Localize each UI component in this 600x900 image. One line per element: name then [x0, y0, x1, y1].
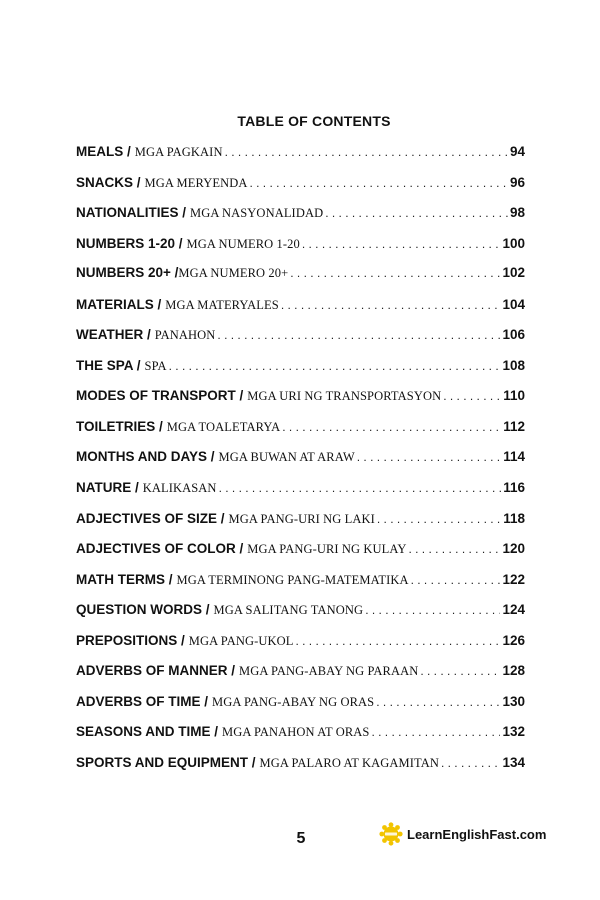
- sun-badge-icon: [379, 822, 403, 846]
- entry-page: 102: [502, 265, 525, 281]
- entry-tagalog: MGA SALITANG TANONG: [213, 603, 364, 618]
- entry-page: 94: [509, 144, 525, 159]
- toc-entry: [76, 632, 525, 663]
- entry-page: 96: [509, 174, 525, 190]
- entry-tagalog: MGA NASYONALIDAD: [190, 206, 324, 221]
- toc-entry: [76, 448, 525, 479]
- entry-tagalog: MGA PANG-URI NG LAKI: [228, 511, 375, 526]
- entry-english: THE SPA /: [76, 357, 141, 373]
- entry-english: ADVERBS OF MANNER /: [76, 663, 236, 679]
- entry-english: QUESTION WORDS /: [76, 602, 210, 618]
- entry-english: WEATHER /: [76, 327, 151, 343]
- brand-logo: [379, 822, 546, 846]
- entry-page: 122: [502, 571, 525, 587]
- entry-english: SEASONS AND TIME /: [76, 724, 219, 740]
- dot-leader: [325, 206, 508, 220]
- brand-name: LearnEnglishFast.com: [407, 826, 547, 842]
- toc-list: [76, 143, 525, 784]
- dot-leader: [420, 664, 500, 678]
- toc-entry: [76, 174, 525, 205]
- toc-entry: [76, 601, 525, 632]
- entry-page: 114: [503, 449, 525, 465]
- toc-entry: [76, 571, 525, 602]
- entry-english: ADVERBS OF TIME /: [76, 693, 209, 709]
- dot-leader: [441, 756, 501, 770]
- entry-tagalog: MGA NUMERO 1-20: [186, 236, 300, 251]
- toc-entry: [76, 326, 525, 357]
- dot-leader: [219, 481, 502, 495]
- dot-leader: [443, 389, 501, 403]
- entry-page: 124: [502, 602, 525, 618]
- entry-page: 106: [502, 327, 525, 343]
- entry-english: NATURE /: [76, 480, 139, 496]
- entry-tagalog: MGA TERMINONG PANG-MATEMATIKA: [176, 572, 409, 587]
- entry-page: 128: [502, 663, 525, 679]
- entry-tagalog: MGA PANG-UKOL: [188, 633, 294, 648]
- toc-entry: [76, 540, 525, 571]
- entry-page: 108: [502, 357, 525, 373]
- entry-page: 132: [502, 724, 525, 740]
- page-number: 5: [296, 830, 306, 847]
- dot-leader: [169, 359, 501, 373]
- dot-leader: [377, 512, 501, 526]
- dot-leader: [365, 603, 500, 617]
- dot-leader: [225, 145, 508, 159]
- entry-tagalog: MGA NUMERO 20+: [178, 266, 289, 281]
- entry-tagalog: MGA PANG-ABAY NG ORAS: [212, 694, 375, 709]
- dot-leader: [281, 298, 501, 312]
- entry-tagalog: KALIKASAN: [142, 481, 217, 496]
- toc-entry: [76, 479, 525, 510]
- entry-page: 120: [502, 541, 525, 557]
- dot-leader: [411, 573, 501, 587]
- dot-leader: [282, 420, 501, 434]
- toc-heading: TABLE OF CONTENTS: [237, 113, 391, 129]
- entry-english: MODES OF TRANSPORT /: [76, 388, 244, 404]
- toc-entry: [76, 143, 525, 174]
- entry-page: 116: [503, 480, 525, 496]
- entry-tagalog: MGA PAGKAIN: [134, 145, 223, 159]
- dot-leader: [357, 450, 501, 464]
- dot-leader: [408, 542, 500, 556]
- entry-english: ADJECTIVES OF SIZE /: [76, 510, 225, 526]
- toc-entry: [76, 265, 525, 296]
- entry-tagalog: MGA URI NG TRANSPORTASYON: [247, 389, 442, 404]
- toc-entry: [76, 357, 525, 388]
- entry-page: 130: [502, 693, 525, 709]
- entry-english: MEALS /: [76, 144, 131, 159]
- entry-tagalog: PANAHON: [154, 328, 216, 343]
- entry-english: NATIONALITIES /: [76, 205, 186, 221]
- toc-entry: [76, 296, 525, 327]
- dot-leader: [217, 328, 500, 342]
- toc-entry: [76, 418, 525, 449]
- toc-entry: [76, 387, 525, 418]
- entry-page: 118: [503, 510, 525, 526]
- entry-english: MATH TERMS /: [76, 571, 173, 587]
- entry-english: ADJECTIVES OF COLOR /: [76, 541, 244, 557]
- entry-tagalog: MGA MERYENDA: [144, 175, 248, 190]
- entry-english: PREPOSITIONS /: [76, 632, 185, 648]
- entry-tagalog: MGA PANG-URI NG KULAY: [247, 542, 407, 557]
- entry-page: 104: [502, 296, 525, 312]
- entry-page: 112: [503, 418, 525, 434]
- entry-tagalog: MGA PANG-ABAY NG PARAAN: [239, 664, 419, 679]
- entry-english: NUMBERS 20+ /: [76, 265, 179, 281]
- entry-tagalog: MGA PANAHON AT ORAS: [222, 725, 370, 740]
- entry-tagalog: MGA TOALETARYA: [166, 419, 281, 434]
- entry-english: MATERIALS /: [76, 296, 162, 312]
- toc-entry: [76, 693, 525, 724]
- entry-page: 134: [502, 754, 525, 770]
- entry-english: MONTHS AND DAYS /: [76, 449, 215, 465]
- toc-entry: [76, 754, 525, 785]
- toc-entry: [76, 662, 525, 693]
- entry-tagalog: MGA BUWAN AT ARAW: [218, 450, 355, 465]
- entry-page: 100: [502, 235, 525, 251]
- entry-english: NUMBERS 1-20 /: [76, 235, 183, 251]
- entry-page: 98: [509, 205, 525, 221]
- entry-english: SNACKS /: [76, 174, 141, 190]
- dot-leader: [371, 725, 500, 739]
- entry-tagalog: MGA PALARO AT KAGAMITAN: [259, 755, 439, 770]
- entry-english: TOILETRIES /: [76, 418, 163, 434]
- dot-leader: [295, 634, 500, 648]
- entry-tagalog: SPA: [144, 358, 167, 373]
- toc-entry: [76, 204, 525, 235]
- dot-leader: [376, 695, 500, 709]
- dot-leader: [290, 266, 500, 280]
- dot-leader: [249, 176, 508, 190]
- entry-page: 126: [502, 632, 525, 648]
- entry-english: SPORTS AND EQUIPMENT /: [76, 754, 256, 770]
- entry-tagalog: MGA MATERYALES: [165, 297, 279, 312]
- toc-entry: [76, 723, 525, 754]
- toc-entry: [76, 235, 525, 266]
- dot-leader: [302, 237, 501, 251]
- toc-entry: [76, 510, 525, 541]
- entry-page: 110: [503, 388, 525, 404]
